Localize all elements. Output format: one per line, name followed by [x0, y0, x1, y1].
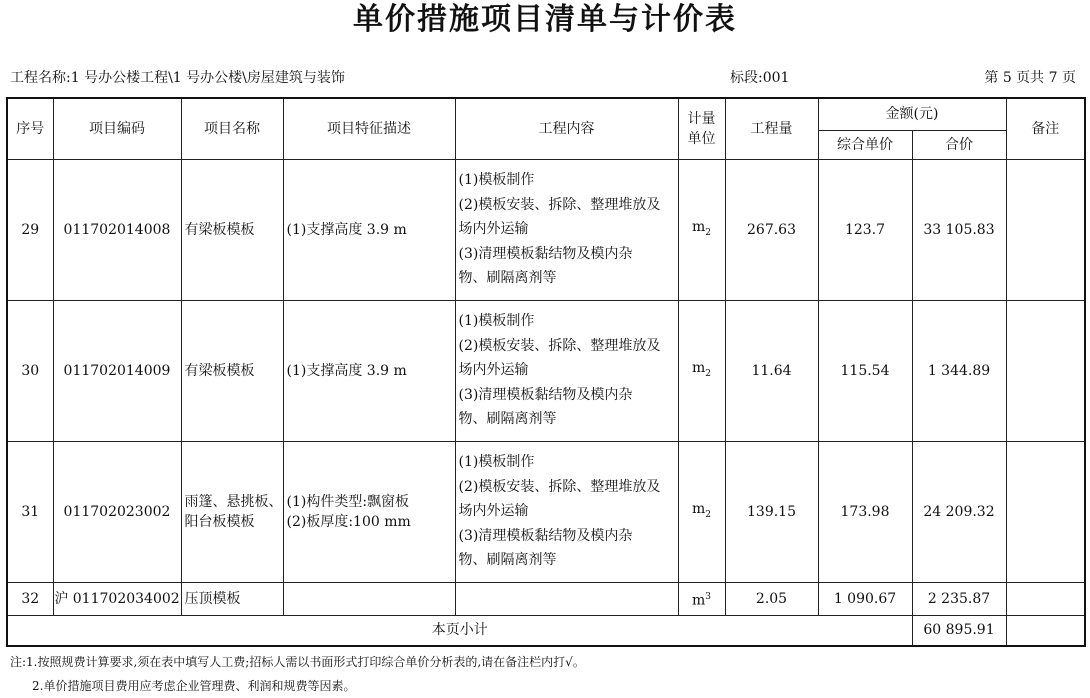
cell-remark	[1006, 159, 1085, 300]
content-line: (2)模板安装、拆除、整理堆放及	[458, 478, 661, 495]
cell-quantity: 267.63	[725, 159, 818, 300]
cell-code: 011702014009	[53, 300, 181, 441]
unit-sub: 2	[705, 509, 711, 520]
subtotal-row	[7, 615, 1085, 646]
content-line: (1)模板制作	[458, 454, 535, 471]
table-row	[7, 159, 1085, 300]
table-row	[7, 441, 1085, 582]
subtotal-remark	[1006, 615, 1085, 646]
cell-content	[455, 582, 678, 615]
cell-unit	[678, 582, 725, 615]
note-1: 注:1.按照规费计算要求,须在表中填写人工费;招标人需以书面形式打印综合单价分析表的,请在备注栏内打√。	[10, 655, 585, 669]
cell-feature	[283, 159, 455, 300]
content-line: 物、刷隔离剂等	[458, 270, 557, 287]
header-unit-line2: 单位	[687, 130, 716, 147]
header-unit	[678, 98, 725, 159]
cell-unit-price: 173.98	[818, 441, 912, 582]
unit-sub: 2	[705, 227, 711, 238]
cell-quantity: 11.64	[725, 300, 818, 441]
header-quantity: 工程量	[725, 98, 818, 159]
content-line: (2)模板安装、拆除、整理堆放及	[458, 196, 661, 213]
note-2: 2.单价措施项目费用应考虑企业管理费、利润和规费等因素。	[32, 679, 356, 693]
content-line: (2)模板安装、拆除、整理堆放及	[458, 337, 661, 354]
cell-feature	[283, 441, 455, 582]
unit-base: m	[691, 359, 706, 376]
cell-unit	[678, 159, 725, 300]
content-line: 场内外运输	[458, 362, 529, 379]
page-title: 单价措施项目清单与计价表	[353, 2, 737, 37]
cell-total: 33 105.83	[912, 159, 1006, 300]
header-seq: 序号	[7, 98, 53, 159]
cell-code: 011702014008	[53, 159, 181, 300]
feature-line: (1)支撑高度 3.9 m	[286, 362, 407, 379]
name-line: 有梁板模板	[184, 362, 255, 379]
cell-content	[455, 300, 678, 441]
content-line: (3)清理模板黏结物及模内杂	[458, 527, 633, 544]
cell-name	[181, 300, 283, 441]
cell-name	[181, 159, 283, 300]
section-label: 标段:001	[730, 70, 790, 86]
header-remark: 备注	[1006, 98, 1085, 159]
table-row	[7, 300, 1085, 441]
unit-base: m	[691, 500, 706, 517]
cell-seq: 31	[7, 441, 53, 582]
header-feature: 项目特征描述	[283, 98, 455, 159]
feature-line: (2)板厚度:100 mm	[286, 513, 411, 530]
cell-unit	[678, 300, 725, 441]
unit-base: m	[691, 592, 706, 609]
feature-line: (1)支撑高度 3.9 m	[286, 221, 407, 238]
cell-remark	[1006, 582, 1085, 615]
unit-sub: 2	[705, 368, 711, 379]
cell-seq: 29	[7, 159, 53, 300]
pricing-table	[6, 97, 1086, 647]
page-number: 第 5 页共 7 页	[984, 70, 1076, 86]
cell-content	[455, 159, 678, 300]
name-line: 有梁板模板	[184, 221, 255, 238]
cell-remark	[1006, 300, 1085, 441]
header-unit-line1: 计量	[687, 110, 716, 127]
cell-feature	[283, 300, 455, 441]
feature-line: (1)构件类型:飘窗板	[286, 493, 410, 510]
table-row-32	[7, 582, 1085, 615]
cell-total: 24 209.32	[912, 441, 1006, 582]
cell-quantity: 139.15	[725, 441, 818, 582]
subtotal-total: 60 895.91	[912, 615, 1006, 646]
content-line: 物、刷隔离剂等	[458, 552, 557, 569]
content-line: (3)清理模板黏结物及模内杂	[458, 245, 633, 262]
cell-total: 2 235.87	[912, 582, 1006, 615]
content-line: (3)清理模板黏结物及模内杂	[458, 386, 633, 403]
header-total: 合价	[912, 130, 1006, 159]
content-line: 场内外运输	[458, 503, 529, 520]
cell-seq: 32	[7, 582, 53, 615]
content-line: 物、刷隔离剂等	[458, 411, 557, 428]
cell-unit	[678, 441, 725, 582]
cell-total: 1 344.89	[912, 300, 1006, 441]
subtotal-label: 本页小计	[7, 615, 912, 646]
cell-remark	[1006, 441, 1085, 582]
header-content: 工程内容	[455, 98, 678, 159]
cell-unit-price: 123.7	[818, 159, 912, 300]
header-amount: 金额(元)	[818, 98, 1006, 130]
content-line: (1)模板制作	[458, 172, 535, 189]
project-name: 工程名称:1 号办公楼工程\1 号办公楼\房屋建筑与装饰	[10, 70, 345, 86]
cell-name	[181, 441, 283, 582]
cell-unit-price: 1 090.67	[818, 582, 912, 615]
cell-feature	[283, 582, 455, 615]
name-line: 雨篷、悬挑板、	[184, 493, 283, 510]
unit-sup: 3	[705, 591, 711, 602]
content-line: 场内外运输	[458, 221, 529, 238]
header-row	[7, 98, 1085, 130]
header-name: 项目名称	[181, 98, 283, 159]
content-line: (1)模板制作	[458, 313, 535, 330]
cell-content	[455, 441, 678, 582]
unit-base: m	[691, 218, 706, 235]
cell-code: 沪 011702034002	[53, 582, 181, 615]
cell-quantity: 2.05	[725, 582, 818, 615]
cell-name: 压顶模板	[181, 582, 283, 615]
cell-code: 011702023002	[53, 441, 181, 582]
name-line: 阳台板模板	[184, 513, 255, 530]
notes	[10, 650, 585, 698]
cell-seq: 30	[7, 300, 53, 441]
header-code: 项目编码	[53, 98, 181, 159]
header-unit-price: 综合单价	[818, 130, 912, 159]
cell-unit-price: 115.54	[818, 300, 912, 441]
